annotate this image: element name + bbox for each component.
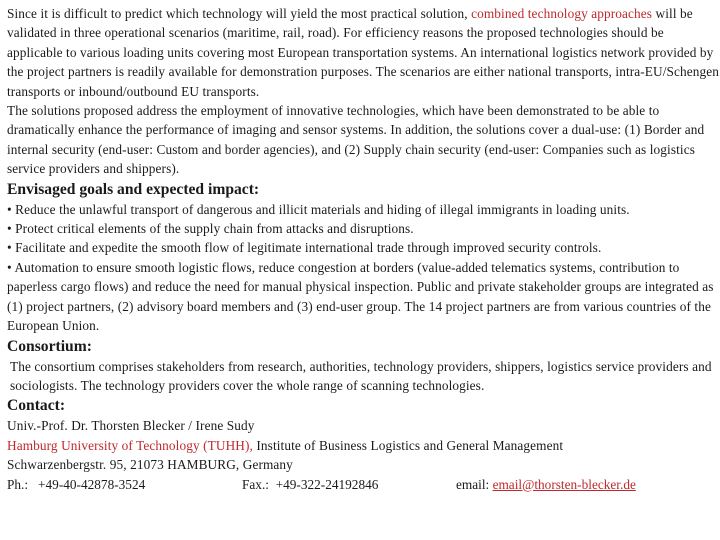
- contact-names: Univ.-Prof. Dr. Thorsten Blecker / Irene Sudy: [7, 418, 255, 434]
- goal-item-1: • Reduce the unlawful transport of dangerous and illicit materials and hiding of illegal immigrants in loading units.: [7, 201, 630, 217]
- fax-number: Fax.: +49-322-24192846: [242, 476, 379, 492]
- contact-address: Schwarzenbergstr. 95, 21073 HAMBURG, Germany: [7, 457, 293, 473]
- contact-heading: Contact:: [7, 397, 66, 415]
- intro-paragraph: [7, 4, 720, 101]
- intro-rest: will be validated in three operational scenarios (maritime, rail, road). For efficiency reasons the proposed technologies should be applicable to various loading units covering most European transportation systems. An international logistics network provided by the project partners is readily available for demonstration purposes. The scenarios are either national transports, intra-EU/Schengen transports or inbound/outbound EU transports.: [7, 6, 720, 99]
- contact-affiliation: [7, 436, 720, 455]
- goal-item-2: • Protect critical elements of the supply chain from attacks and disruptions.: [7, 221, 414, 237]
- consortium-heading: Consortium:: [7, 337, 92, 355]
- institute-name: Institute of Business Logistics and General Management: [256, 437, 564, 453]
- goal-item-4: • Automation to ensure smooth logistic flows, reduce congestion at borders (value-added telematics systems, contribution to paperless cargo flows) and reduce the need for manual physical inspection. Public and private stakeholder groups are integrated as (1) project partners, (2) advisory board members and (3) end-user group. The 14 project partners are from various countries of the European Union.: [7, 259, 714, 334]
- university-name: Hamburg University of Technology (TUHH),: [7, 437, 253, 453]
- intro-highlight: combined technology approaches: [471, 6, 653, 21]
- consortium-text: The consortium comprises stakeholders from research, authorities, technology providers, shippers, logistics service providers and sociologists. The technology providers cover the whole range of scanning technologies.: [10, 358, 712, 393]
- intro-lead: Since it is difficult to predict which technology will yield the most practical solution,: [7, 6, 468, 21]
- goal-item-3: • Facilitate and expedite the smooth flow of legitimate international trade through improved security controls.: [7, 240, 602, 256]
- goals-heading: Envisaged goals and expected impact:: [7, 180, 260, 198]
- solutions-paragraph: The solutions proposed address the employment of innovative technologies, which have been demonstrated to be able to dramatically enhance the performance of imaging and sensor systems. In addition, the solutions cover a dual-use: (1) Border and internal security (end-user: Custom and border agencies), and (2) Supply chain security (end-user: Companies such as logistics service providers and shippers).: [7, 103, 705, 177]
- phone-number: Ph.: +49-40-42878-3524: [7, 476, 146, 492]
- email-label: email:: [456, 476, 490, 492]
- contact-numbers-row: [7, 475, 720, 494]
- email-link[interactable]: email@thorsten-blecker.de: [492, 476, 636, 492]
